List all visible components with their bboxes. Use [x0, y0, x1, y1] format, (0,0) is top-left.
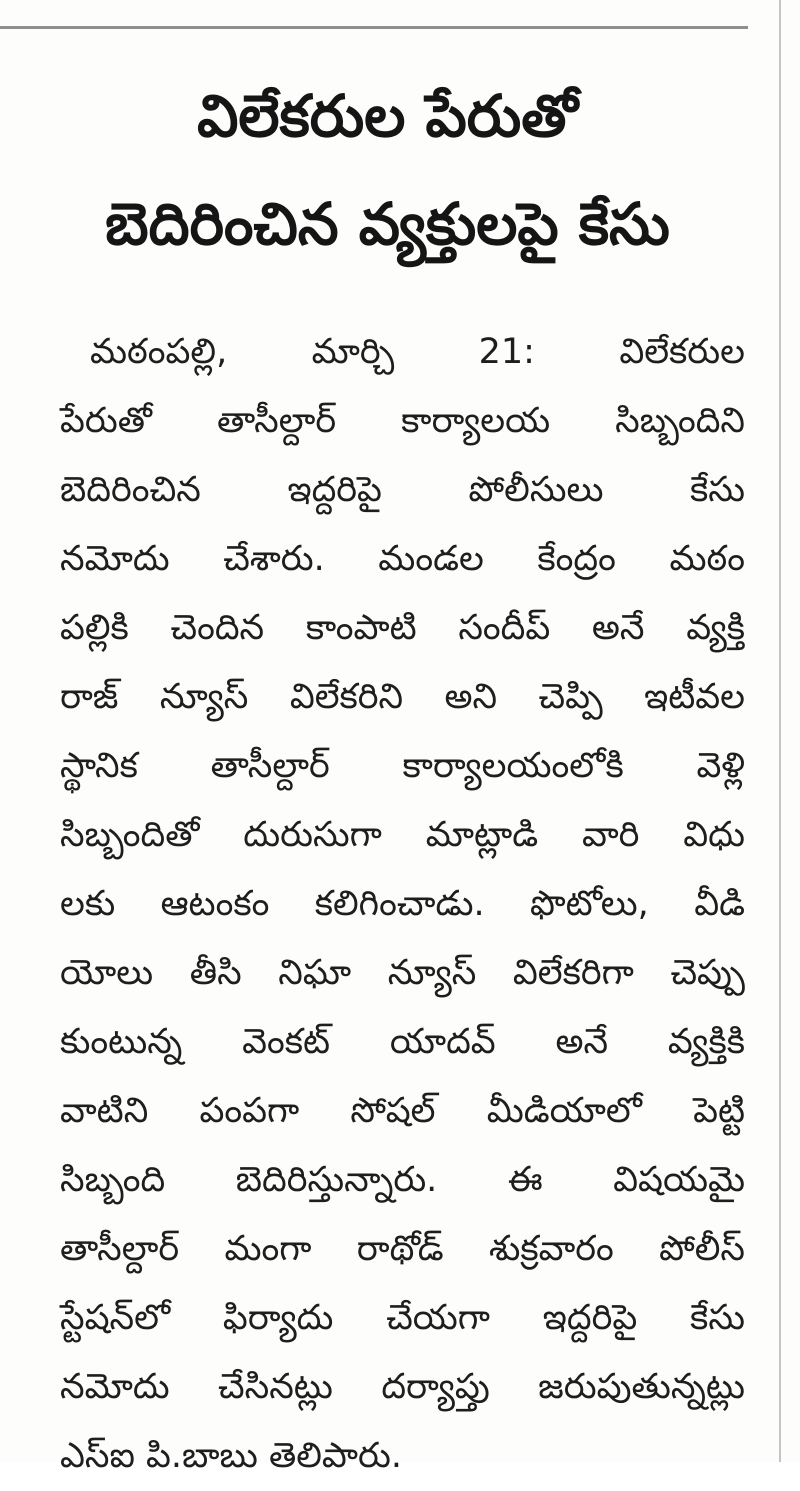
headline-line: బెదిరించిన వ్యక్తులపై కేసు — [105, 190, 670, 258]
body-line: తాసీల్దార్ మంగా రాథోడ్ శుక్రవారం పోలీస్ — [60, 1229, 745, 1269]
body-line: నమోదు చేసినట్లు దర్యాప్తు జరుపుతున్నట్లు — [60, 1367, 745, 1407]
body-line: రాజ్ న్యూస్ విలేకరిని అని చెప్పి ఇటీవల — [60, 677, 745, 717]
body-line: పల్లికి చెందిన కాంపాటి సందీప్ అనే వ్యక్తి — [60, 608, 745, 648]
body-line: యోలు తీసి నిఘా న్యూస్ విలేకరిగా చెప్పు — [60, 953, 745, 993]
body-line: పేరుతో తాసీల్దార్ కార్యాలయ సిబ్బందిని — [60, 401, 745, 441]
body-line: స్థానిక తాసీల్దార్ కార్యాలయంలోకి వెళ్లి — [60, 746, 745, 786]
body-line: బెదిరించిన ఇద్దరిపై పోలీసులు కేసు — [60, 470, 745, 510]
body-line: సిబ్బందితో దురుసుగా మాట్లాడి వారి విధు — [60, 815, 745, 855]
body-line: ఎస్ఐ పి.బాబు తెలిపారు. — [60, 1436, 403, 1476]
headline-line: విలేకరుల పేరుతో — [197, 82, 578, 150]
body-line: కుంటున్న వెంకట్ యాదవ్ అనే వ్యక్తికి — [60, 1022, 745, 1062]
body-line: వాటిని పంపగా సోషల్ మీడియాలో పెట్టి — [60, 1091, 745, 1131]
article-body — [60, 318, 745, 1491]
body-line: స్టేషన్‌లో ఫిర్యాదు చేయగా ఇద్దరిపై కేసు — [60, 1298, 745, 1338]
body-line: నమోదు చేశారు. మండల కేంద్రం మఠం — [60, 539, 745, 579]
body-line: లకు ఆటంకం కలిగించాడు. ఫొటోలు, వీడి — [60, 884, 745, 924]
column-divider — [779, 0, 781, 1462]
body-line: సిబ్బంది బెదిరిస్తున్నారు. ఈ విషయమై — [60, 1160, 745, 1200]
article-headline — [20, 62, 755, 278]
top-divider — [0, 26, 748, 29]
body-line: మఠంపల్లి, మార్చి 21: విలేకరుల — [90, 332, 745, 372]
